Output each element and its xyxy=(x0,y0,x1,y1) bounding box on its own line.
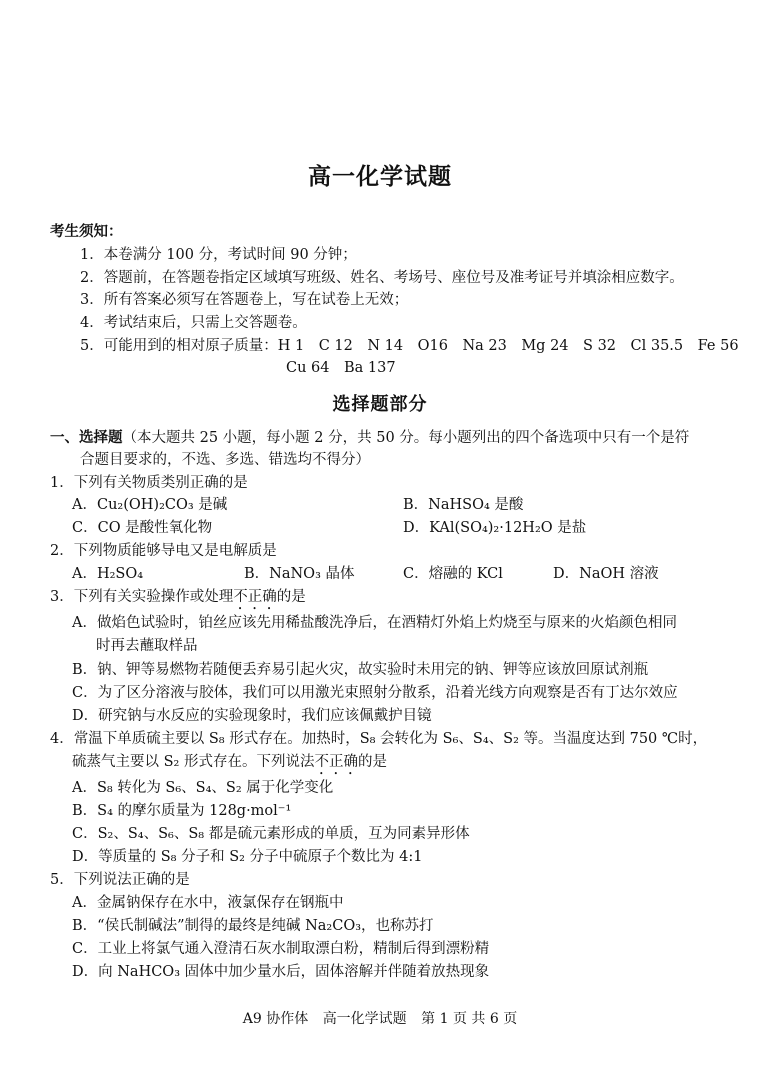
question-4-option-d: D．等质量的 S₈ 分子和 S₂ 分子中硫原子个数比为 4:1 xyxy=(72,849,423,865)
question-5-option-c: C．工业上将氯气通入澄清石灰水制取漂白粉，精制后得到漂粉精 xyxy=(72,941,490,957)
question-3-option-b: B．钠、钾等易燃物若随便丢弃易引起火灾，故实验时未用完的钠、钾等应该放回原试剂瓶 xyxy=(72,662,649,678)
page-footer xyxy=(0,1008,760,1028)
question-5-option-a: A．金属钠保存在水中，液氯保存在钢瓶中 xyxy=(72,895,344,911)
question-2-option-d: D．NaOH 溶液 xyxy=(553,566,659,582)
section-title: 选择题部分 xyxy=(332,394,428,415)
question-4-stem: 4．常温下单质硫主要以 S₈ 形式存在。加热时，S₈ 会转化为 S₆、S₄、S₂ 等。当温度达到 750 ℃时， xyxy=(50,731,708,747)
question-2-option-b: B．NaNO₃ 晶体 xyxy=(244,566,355,582)
question-3-option-a-continued: 时再去蘸取样品 xyxy=(96,638,198,654)
footer-org: A9 协作体 xyxy=(242,1011,309,1027)
footer-subject: 高一化学试题 xyxy=(322,1011,407,1027)
part-description-continued: 合题目要求的，不选、多选、错选均不得分） xyxy=(80,452,370,468)
part-label: 一、选择题 xyxy=(50,429,123,446)
question-2-option-c: C．熔融的 KCl xyxy=(403,566,503,582)
notice-item-continued: Cu 64 Ba 137 xyxy=(286,360,396,376)
question-3-stem-text: 3．下列有关实验操作或处理 xyxy=(50,589,234,605)
page-title: 高一化学试题 xyxy=(308,164,452,190)
question-3-option-a: A．做焰色试验时，铂丝应该先用稀盐酸洗净后，在酒精灯外焰上灼烧至与原来的火焰颜色相同 xyxy=(72,615,677,631)
part-description: （本大题共 25 小题，每小题 2 分，共 50 分。每小题列出的四个备选项中只有一个是符 xyxy=(122,430,690,446)
question-4-stem-end: 的是 xyxy=(357,754,387,770)
question-4-option-b: B．S₄ 的摩尔质量为 128g·mol⁻¹ xyxy=(72,803,292,819)
question-3-stem xyxy=(50,587,306,613)
notice-item: 3．所有答案必须写在答题卷上，写在试卷上无效； xyxy=(80,292,409,308)
question-1-option-b: B．NaHSO₄ 是酸 xyxy=(403,497,524,513)
question-3-emphasis: 不正确 xyxy=(233,589,277,605)
question-5-option-d: D．向 NaHCO₃ 固体中加少量水后，固体溶解并伴随着放热现象 xyxy=(72,964,490,980)
question-4-option-c: C．S₂、S₄、S₆、S₈ 都是硫元素形成的单质，互为同素异形体 xyxy=(72,826,470,842)
question-2-option-a: A．H₂SO₄ xyxy=(72,566,144,582)
question-2-stem: 2．下列物质能够导电又是电解质是 xyxy=(50,543,277,559)
question-5-stem: 5．下列说法正确的是 xyxy=(50,872,190,888)
question-3-option-c: C．为了区分溶液与胶体，我们可以用激光束照射分散系，沿着光线方向观察是否有丁达尔效应 xyxy=(72,685,678,701)
part-heading xyxy=(50,428,689,448)
question-1-option-a: A．Cu₂(OH)₂CO₃ 是碱 xyxy=(72,497,228,513)
notice-item: 1．本卷满分 100 分，考试时间 90 分钟； xyxy=(80,247,357,263)
question-3-option-d: D．研究钠与水反应的实验现象时，我们应该佩戴护目镜 xyxy=(72,708,432,724)
question-1-stem: 1．下列有关物质类别正确的是 xyxy=(50,475,248,491)
question-3-stem-end: 的是 xyxy=(276,589,306,605)
question-1-option-c: C．CO 是酸性氧化物 xyxy=(72,520,213,536)
question-1-option-d: D．KAl(SO₄)₂·12H₂O 是盐 xyxy=(403,520,587,536)
question-4-emphasis: 不正确 xyxy=(314,754,358,770)
question-5-option-b: B．“侯氏制碱法”制得的最终是纯碱 Na₂CO₃，也称苏打 xyxy=(72,918,434,934)
notice-item: 4．考试结束后，只需上交答题卷。 xyxy=(80,315,307,331)
footer-page-number: 第 1 页 共 6 页 xyxy=(421,1011,518,1027)
notice-item: 2．答题前，在答题卷指定区域填写班级、姓名、考场号、座位号及准考证号并填涂相应数字。 xyxy=(80,270,684,286)
question-4-option-a: A．S₈ 转化为 S₆、S₄、S₂ 属于化学变化 xyxy=(72,780,334,796)
question-4-stem-continued xyxy=(72,752,387,778)
notice-item: 5．可能用到的相对原子质量：H 1 C 12 N 14 O16 Na 23 Mg 24 S 32 Cl 35.5 Fe 56 xyxy=(80,338,739,354)
notice-heading: 考生须知： xyxy=(50,223,123,240)
question-4-stem-text: 硫蒸气主要以 S₂ 形式存在。下列说法 xyxy=(72,754,315,770)
